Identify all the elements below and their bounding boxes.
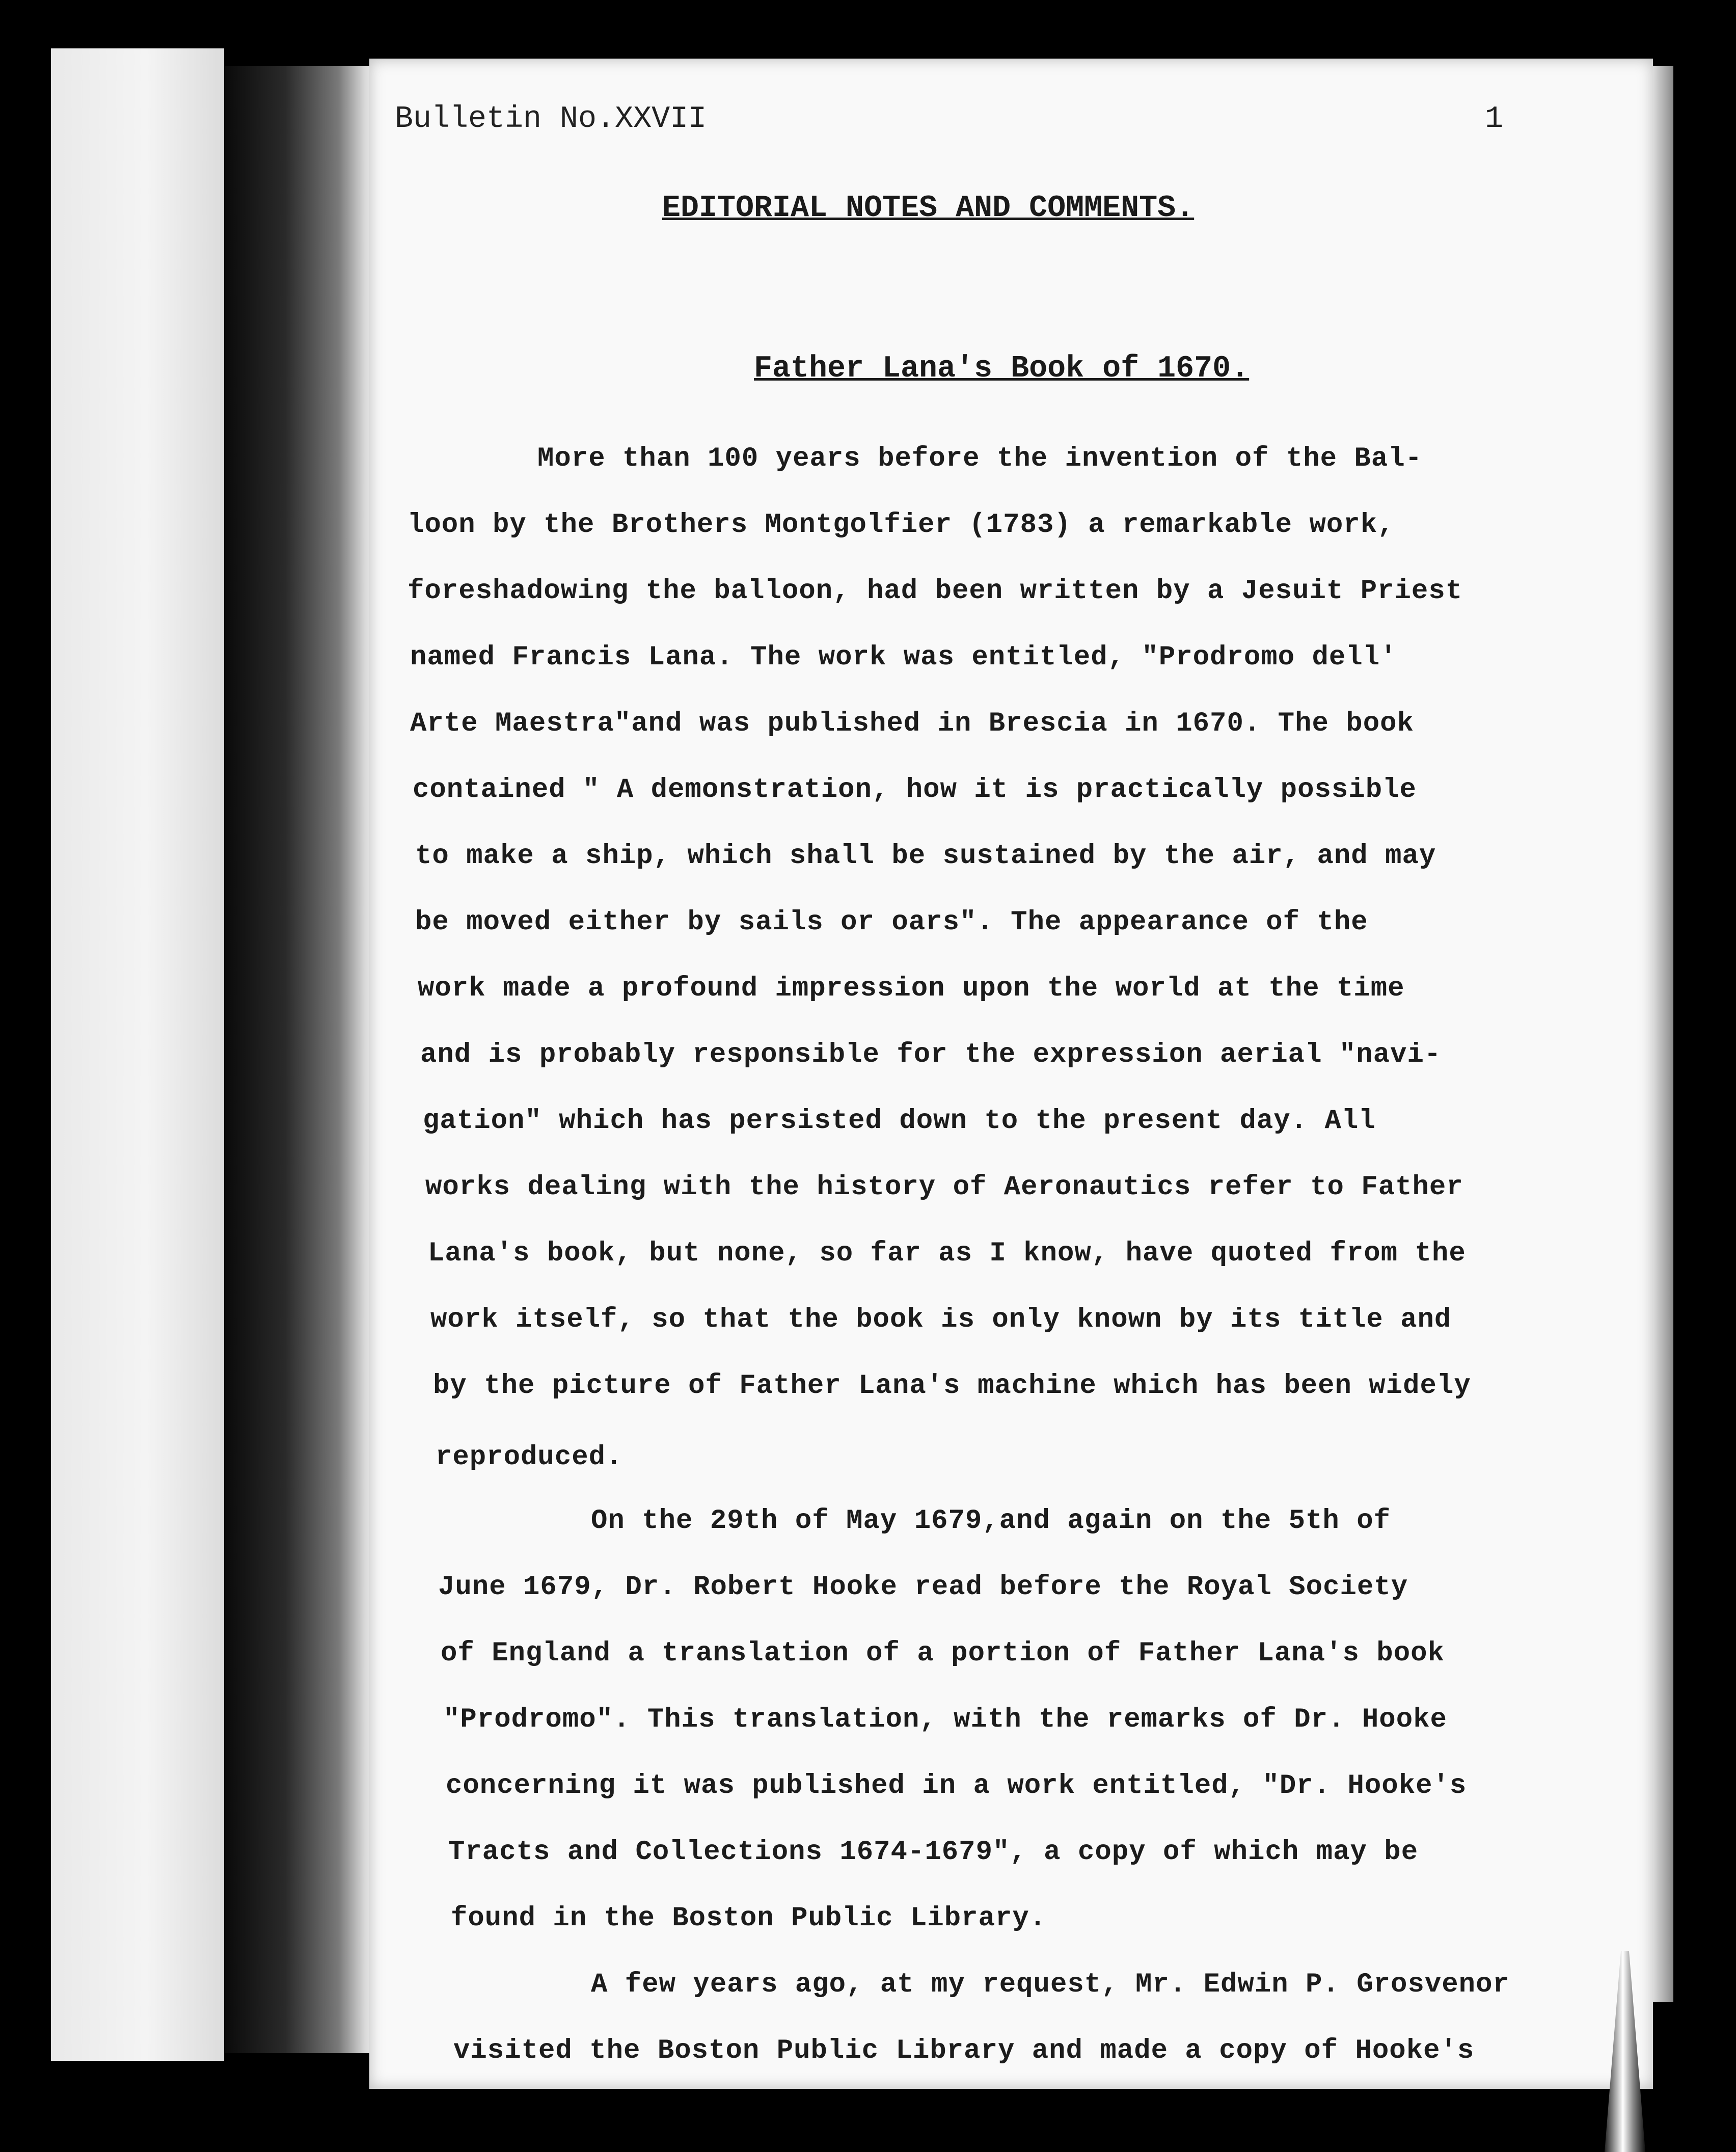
body-line: reproduced. (436, 1442, 623, 1473)
body-line: More than 100 years before the invention of the Bal- (537, 443, 1423, 474)
body-line: A few years ago, at my request, Mr. Edwin P. Grosvenor (591, 1969, 1510, 2000)
body-line: Lana's book, but none, so far as I know, have quoted from the (428, 1238, 1466, 1269)
body-line: work itself, so that the book is only known by its title and (430, 1304, 1452, 1335)
body-line: June 1679, Dr. Robert Hooke read before the Royal Society (438, 1572, 1408, 1603)
body-line: works dealing with the history of Aeronautics refer to Father (425, 1172, 1463, 1203)
body-line: On the 29th of May 1679,and again on the 5th of (591, 1505, 1391, 1537)
page-number: 1 (1485, 102, 1504, 137)
bulletin-number: Bulletin No.XXVII (395, 102, 707, 137)
body-line: gation" which has persisted down to the present day. All (423, 1106, 1376, 1137)
body-line: Arte Maestra"and was published in Brescia in 1670. The book (410, 708, 1414, 739)
body-line: named Francis Lana. The work was entitled, "Prodromo dell' (410, 642, 1397, 673)
body-line: contained " A demonstration, how it is practically possible (413, 774, 1417, 805)
body-line: loon by the Brothers Montgolfier (1783) a remarkable work, (408, 509, 1395, 541)
page-edge (1653, 66, 1673, 2002)
previous-page-strip (51, 48, 224, 2061)
body-line: work made a profound impression upon the world at the time (418, 973, 1405, 1004)
section-title: EDITORIAL NOTES AND COMMENTS. (662, 191, 1195, 226)
body-line: concerning it was published in a work entitled, "Dr. Hooke's (446, 1770, 1467, 1801)
book-gutter-shadow (224, 66, 377, 2053)
body-line: visited the Boston Public Library and made a copy of Hooke's (453, 2035, 1475, 2066)
body-line: found in the Boston Public Library. (451, 1903, 1047, 1934)
body-line: to make a ship, which shall be sustained by the air, and may (415, 841, 1436, 872)
body-line: Tracts and Collections 1674-1679", a copy of which may be (448, 1837, 1419, 1868)
body-line: be moved either by sails or oars". The appearance of the (415, 907, 1368, 938)
body-line: "Prodromo". This translation, with the remarks of Dr. Hooke (443, 1704, 1447, 1735)
body-line: and is probably responsible for the expression aerial "navi- (420, 1039, 1442, 1070)
body-line: by the picture of Father Lana's machine which has been widely (433, 1370, 1471, 1402)
body-line: of England a translation of a portion of Father Lana's book (441, 1638, 1445, 1669)
article-title: Father Lana's Book of 1670. (754, 352, 1250, 386)
body-line: foreshadowing the balloon, had been written by a Jesuit Priest (408, 576, 1463, 607)
